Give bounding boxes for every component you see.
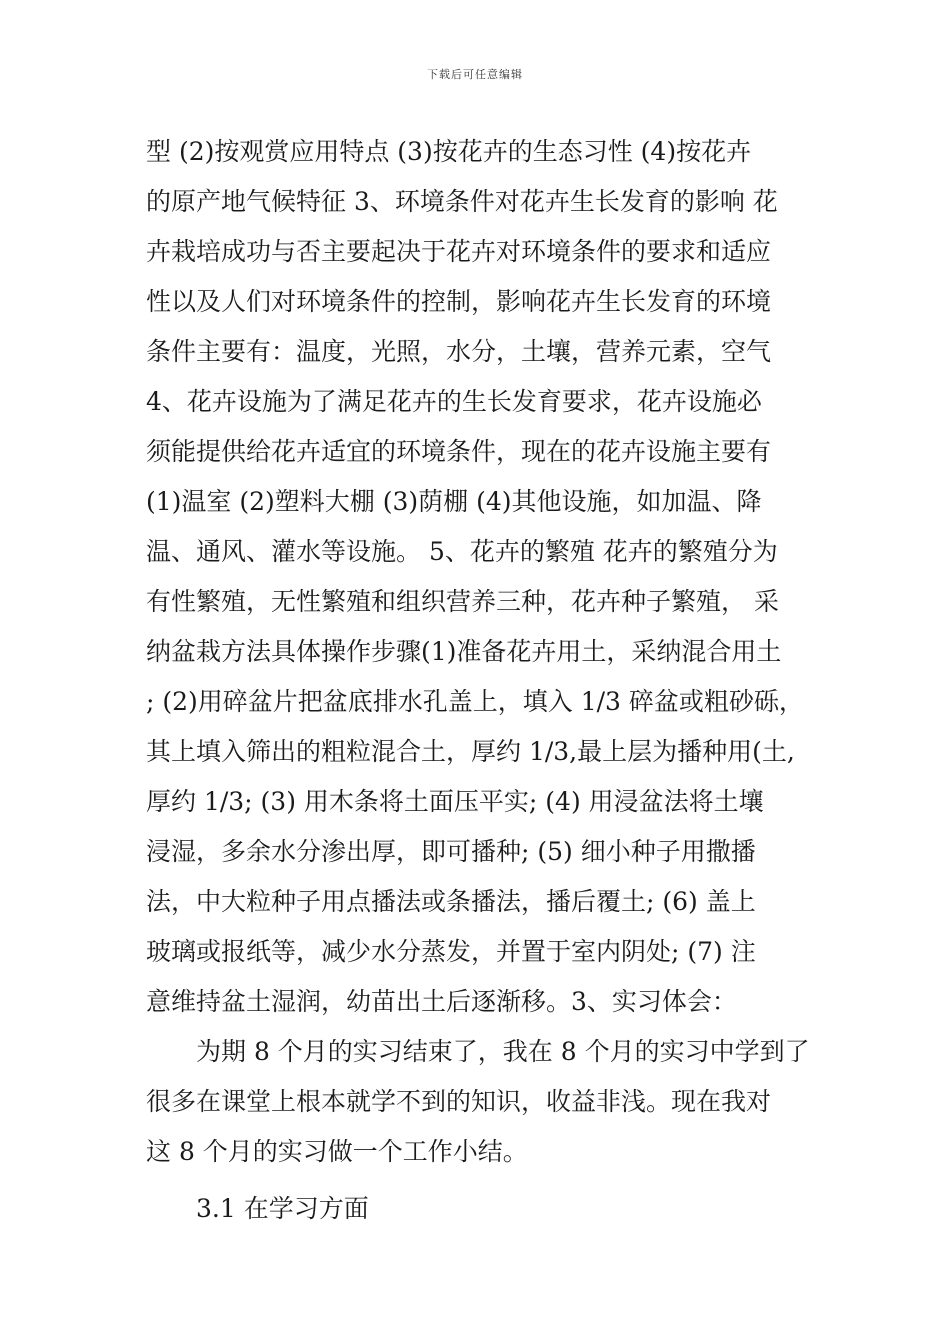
text-line: 有性繁殖，无性繁殖和组织营养三种，花卉种子繁殖， 采 — [146, 587, 779, 616]
document-body — [146, 127, 818, 1234]
text-line: (1)温室 (2)塑料大棚 (3)荫棚 (4)其他设施，如加温、降 — [146, 487, 762, 516]
text-line: 卉栽培成功与否主要起决于花卉对环境条件的要求和适应 — [146, 237, 772, 266]
text-line: 温、通风、灌水等设施。 5、花卉的繁殖 花卉的繁殖分为 — [146, 537, 778, 566]
text-line: 厚约 1/3; (3) 用木条将土面压平实; (4) 用浸盆法将土壤 — [146, 787, 764, 816]
text-line: 纳盆栽方法具体操作步骤(1)准备花卉用土，采纳混合用土 — [146, 637, 782, 666]
text-line: 的原产地气候特征 3、环境条件对花卉生长发育的影响 花 — [146, 187, 778, 216]
text-line: 条件主要有：温度，光照，水分，土壤，营养元素，空气 — [146, 337, 772, 366]
section-heading: 3.1 在学习方面 — [146, 1194, 369, 1223]
text-line: ; (2)用碎盆片把盆底排水孔盖上，填入 1/3 碎盆或粗砂砾， — [146, 687, 804, 716]
text-line: 性以及人们对环境条件的控制，影响花卉生长发育的环境 — [146, 287, 772, 316]
text-line: 这 8 个月的实习做一个工作小结。 — [146, 1137, 528, 1166]
text-line: 浸湿，多余水分渗出厚，即可播种; (5) 细小种子用撒播 — [146, 837, 756, 866]
paragraph-first-line: 为期 8 个月的实习结束了，我在 8 个月的实习中学到了 — [146, 1037, 810, 1066]
text-line: 4、花卉设施为了满足花卉的生长发育要求，花卉设施必 — [146, 387, 762, 416]
text-line: 玻璃或报纸等，减少水分蒸发，并置于室内阴处; (7) 注 — [146, 937, 756, 966]
text-line: 须能提供给花卉适宜的环境条件，现在的花卉设施主要有 — [146, 437, 772, 466]
text-line: 法，中大粒种子用点播法或条播法，播后覆土; (6) 盖上 — [146, 887, 756, 916]
text-line: 很多在课堂上根本就学不到的知识，收益非浅。现在我对 — [146, 1087, 772, 1116]
page-header-note: 下载后可任意编辑 — [427, 68, 523, 81]
text-line: 型 (2)按观赏应用特点 (3)按花卉的生态习性 (4)按花卉 — [146, 137, 752, 166]
paragraph-spacer — [146, 1177, 818, 1184]
text-line: 其上填入筛出的粗粒混合土，厚约 1/3,最上层为播种用(土, — [146, 737, 795, 766]
text-line: 意维持盆土湿润，幼苗出土后逐渐移。3、实习体会： — [146, 987, 737, 1016]
